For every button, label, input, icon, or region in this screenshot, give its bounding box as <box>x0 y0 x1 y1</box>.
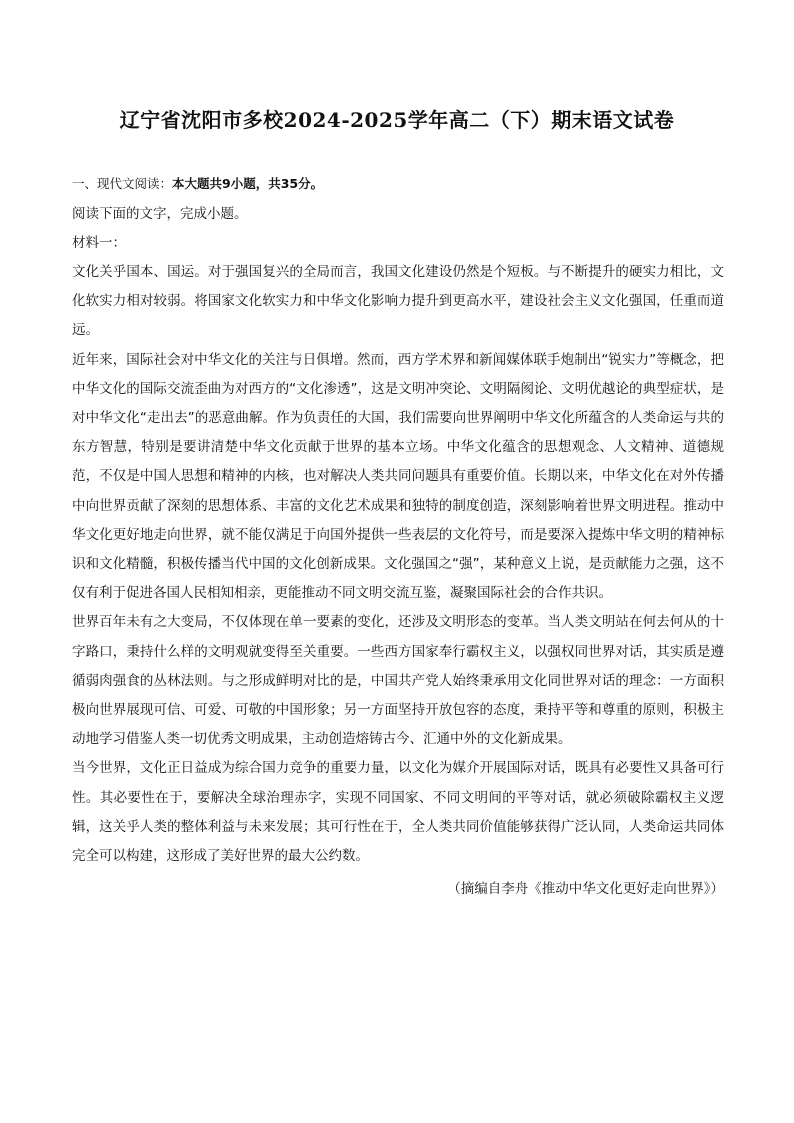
source-citation: （摘编自李舟《推动中华文化更好走向世界》） <box>447 881 724 898</box>
section-heading <box>72 170 724 198</box>
exam-title: 辽宁省沈阳市多校2024-2025学年高二（下）期末语文试卷 <box>119 108 675 132</box>
paragraph-3: 世界百年未有之大变局，不仅体现在单一要素的变化，还涉及文明形态的变革。当人类文明站在何去何从的十字路口，秉持什么样的文明观就变得至关重要。一些西方国家奉行霸权主义，以强权同世界对话，其实质是遵循弱肉强食的丛林法则。与之形成鲜明对比的是，中国共产党人始终秉承用文化同世界对话的理念：一方面积极向世界展现可信、可爱、可敬的中国形象；另一方面坚持开放包容的态度，秉持平等和尊重的原则，积极主动地学习借鉴人类一切优秀文明成果，主动创造熔铸古今、汇通中外的文化新成果。 <box>72 614 724 748</box>
instruction-text: 阅读下面的文字，完成小题。 <box>72 206 248 222</box>
paragraph-2: 近年来，国际社会对中华文化的关注与日俱增。然而，西方学术界和新闻媒体联手炮制出“锐实力”等概念，把中华文化的国际交流歪曲为对西方的“文化渗透”，这是文明冲突论、文明隔阂论、文明优越论的典型症状，是对中华文化“走出去”的恶意曲解。作为负责任的大国，我们需要向世界阐明中华文化所蕴含的人类命运与共的东方智慧，特别是要讲清楚中华文化贡献于世界的基本立场。中华文化蕴含的思想观念、人文精神、道德规范，不仅是中国人思想和精神的内核，也对解决人类共同问题具有重要价值。长期以来，中华文化在对外传播中向世界贡献了深刻的思想体系、丰富的文化艺术成果和独特的制度创造，深刻影响着世界文明进程。推动中华文化更好地走向世界，就不能仅满足于向国外提供一些表层的文化符号，而是要深入提炼中华文明的精神标识和文化精髓，积极传播当代中国的文化创新成果。文化强国之“强”，某种意义上说，是贡献能力之强，这不仅有利于促进各国人民相知相亲，更能推动不同文明交流互鉴，凝聚国际社会的合作共识。 <box>72 351 724 602</box>
material-label: 材料一： <box>72 235 126 251</box>
section-info: 本大题共9小题，共35分。 <box>172 176 324 191</box>
reading-section <box>72 170 724 904</box>
section-prefix: 一、现代文阅读： <box>72 176 173 191</box>
paragraph-1: 文化关乎国本、国运。对于强国复兴的全局而言，我国文化建设仍然是个短板。与不断提升的硬实力相比，文化软实力相对较弱。将国家文化软实力和中华文化影响力提升到更高水平，建设社会主义文化强国，任重而道远。 <box>72 264 724 339</box>
paragraph-4: 当今世界，文化正日益成为综合国力竞争的重要力量，以文化为媒介开展国际对话，既具有必要性又具备可行性。其必要性在于，要解决全球治理赤字，实现不同国家、不同文明间的平等对话，就必须破除霸权主义逻辑，这关乎人类的整体利益与未来发展；其可行性在于，全人类共同价值能够获得广泛认同，人类命运共同体完全可以构建，这形成了美好世界的最大公约数。 <box>72 760 724 865</box>
